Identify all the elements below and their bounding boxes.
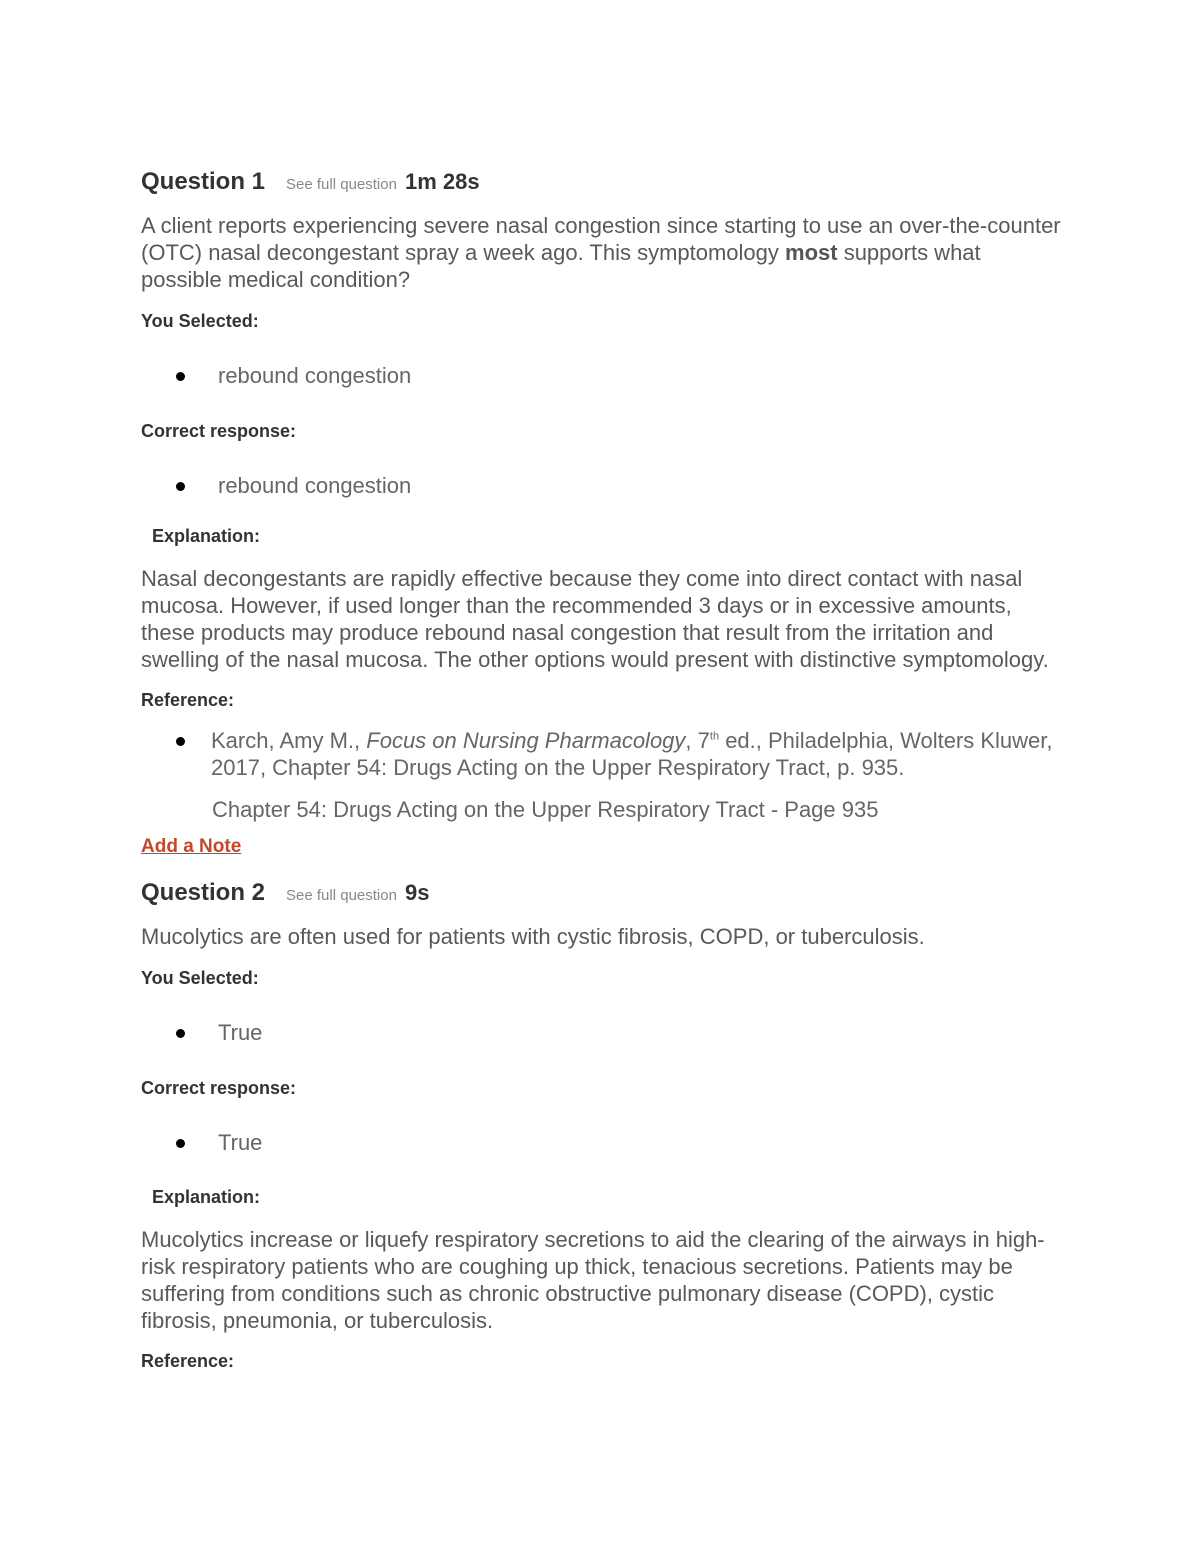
reference-label: Reference: xyxy=(141,1351,235,1371)
you-selected-label: You Selected: xyxy=(141,968,259,988)
correct-answer: True xyxy=(141,1129,1061,1156)
quiz-review xyxy=(141,170,1061,1372)
question-text-end: supports what possible medical condition? xyxy=(141,240,981,292)
explanation-label: Explanation: xyxy=(152,526,261,546)
correct-response-label: Correct response: xyxy=(141,1078,297,1098)
reference-edition-suffix: th xyxy=(709,730,720,743)
see-full-question-link[interactable]: See full question xyxy=(286,176,397,193)
correct-answers xyxy=(141,472,1061,499)
explanation-text: Mucolytics increase or liquefy respiratory secretions to aid the clearing of the airways in high-risk respiratory patients who are coughing up thick, tenacious secretions. Patients may be suffering from conditions such as chronic obstructive pulmonary disease (COPD), cystic fibrosis, pneumonia, or tuberculosis. xyxy=(141,1227,1045,1333)
selected-answer: True xyxy=(141,1019,1061,1046)
question-2 xyxy=(141,881,1061,1372)
question-1 xyxy=(141,170,1061,858)
reference-page-link[interactable] xyxy=(141,796,1061,823)
selected-answers xyxy=(141,1019,1061,1046)
selected-answers xyxy=(141,362,1061,389)
correct-response-label: Correct response: xyxy=(141,421,297,441)
correct-answer: rebound congestion xyxy=(141,472,1061,499)
reference-label: Reference: xyxy=(141,690,235,710)
question-heading xyxy=(141,170,1061,194)
question-text-emphasis: most xyxy=(785,240,838,265)
question-title: Question 2 xyxy=(141,879,266,906)
question-text-start: A client reports experiencing severe nasal congestion since starting to use an over-the-counter (OTC) nasal decongestant spray a week ago. This symptomology xyxy=(141,213,1061,265)
reference-book-title: Focus on Nursing Pharmacology xyxy=(366,728,686,753)
reference-page-link-text[interactable]: Chapter 54: Drugs Acting on the Upper Respiratory Tract - Page 935 xyxy=(212,797,879,822)
question-time: 9s xyxy=(404,880,430,905)
add-note-row xyxy=(141,836,1061,858)
question-text: Mucolytics are often used for patients with cystic fibrosis, COPD, or tuberculosis. xyxy=(141,924,925,949)
reference-author: Karch, Amy M., xyxy=(211,728,367,753)
you-selected-label: You Selected: xyxy=(141,311,259,331)
question-text xyxy=(141,212,1061,293)
selected-answer: rebound congestion xyxy=(141,362,1061,389)
explanation-label: Explanation: xyxy=(152,1187,261,1207)
reference-details: ed., Philadelphia, Wolters Kluwer, 2017, Chapter 54: Drugs Acting on the Upper Respiratory Tract, p. 935. xyxy=(211,728,1053,780)
reference-edition: , 7 xyxy=(685,728,710,753)
question-title: Question 1 xyxy=(141,168,266,195)
correct-answers xyxy=(141,1129,1061,1156)
question-time: 1m 28s xyxy=(404,169,480,194)
question-heading xyxy=(141,881,1061,905)
add-note-link[interactable]: Add a Note xyxy=(141,836,242,857)
explanation-text: Nasal decongestants are rapidly effective because they come into direct contact with nasal mucosa. However, if used longer than the recommended 3 days or in excessive amounts, these products may produce rebound nasal congestion that result from the irritation and swelling of the nasal mucosa. The other options would present with distinctive symptomology. xyxy=(141,566,1049,672)
see-full-question-link[interactable]: See full question xyxy=(286,887,397,904)
reference-item xyxy=(141,727,1061,781)
reference-list xyxy=(141,727,1061,781)
